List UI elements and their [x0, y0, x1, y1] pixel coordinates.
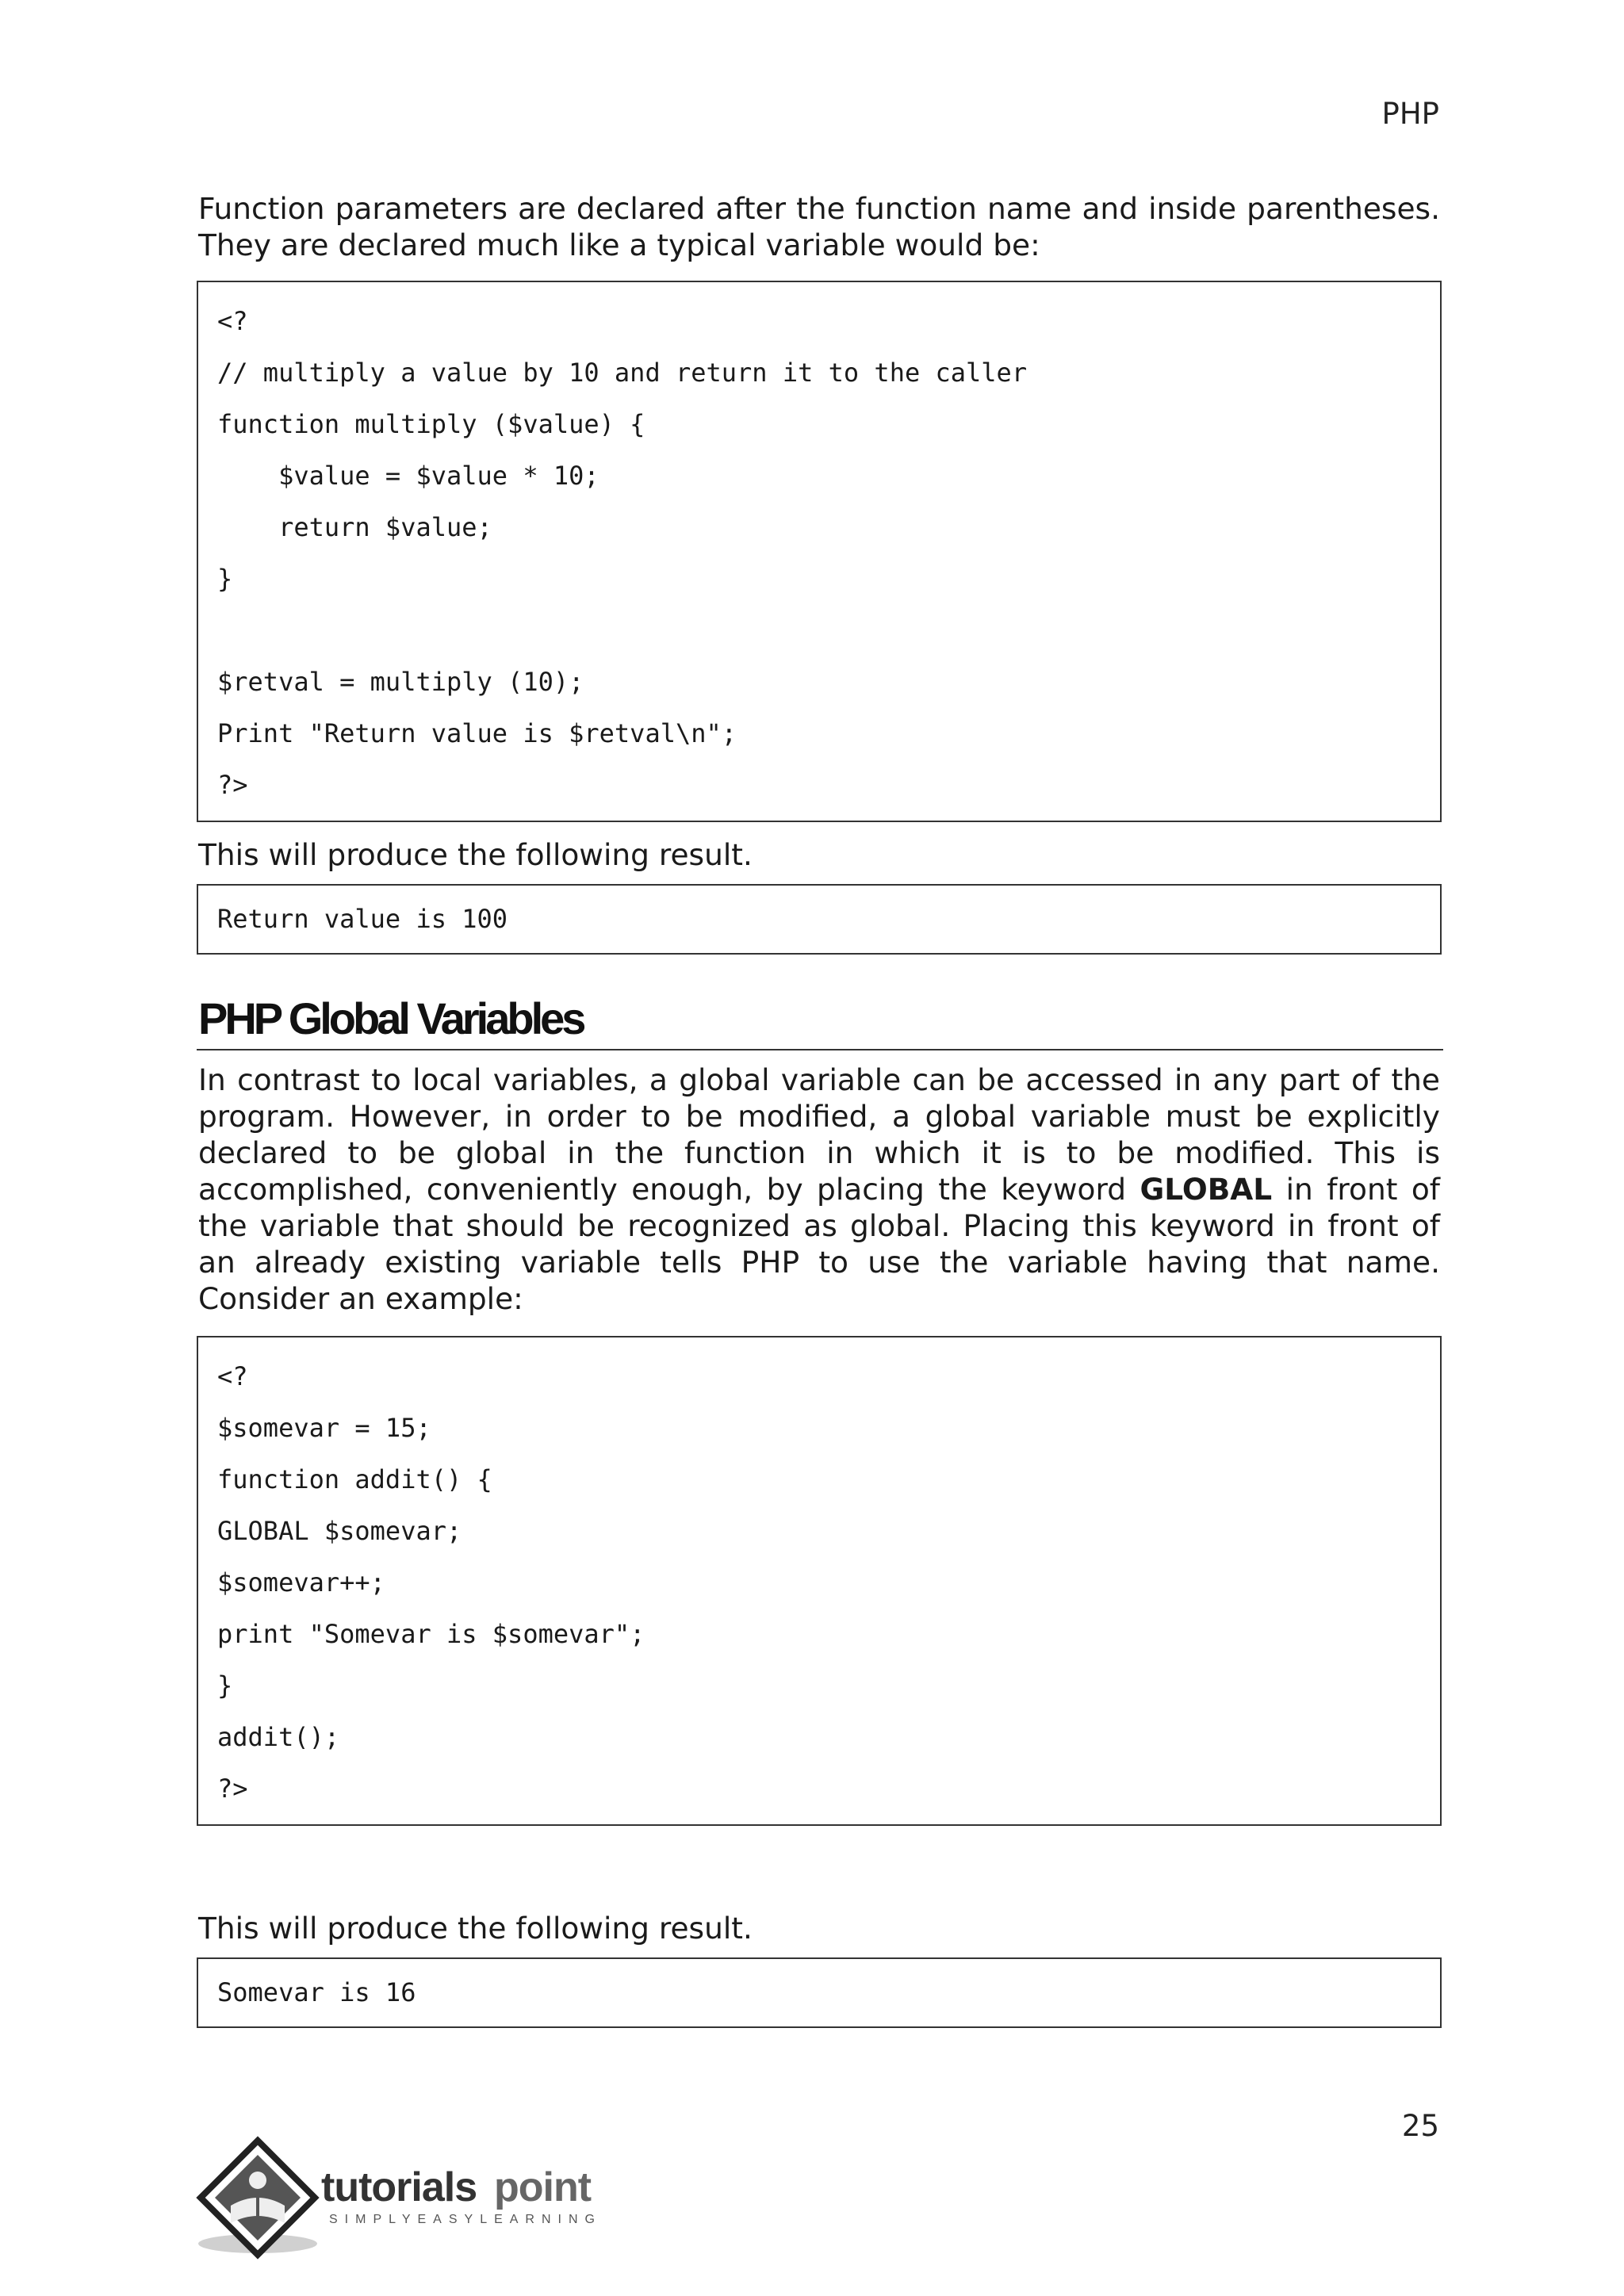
page-number: 25 — [1401, 2109, 1439, 2143]
paragraph-text: in front of the variable that should be recognized as global. Placing this keyword in front of an already existing variable tells PHP to use the variable having that name. Consider an example: — [198, 1172, 1440, 1316]
tutorialspoint-logo-mark — [194, 2134, 607, 2261]
page-content — [198, 190, 1440, 2028]
section-heading: PHP Global Variables — [197, 993, 1443, 1050]
code-line: ?> — [217, 1774, 248, 1804]
code-line: <? — [217, 306, 248, 336]
output-block-global: Somevar is 16 — [197, 1957, 1442, 2028]
code-line: print "Somevar is $somevar"; — [217, 1619, 645, 1649]
svg-text:point: point — [494, 2164, 592, 2210]
code-line: $somevar = 15; — [217, 1413, 431, 1443]
code-line: $retval = multiply (10); — [217, 667, 584, 697]
code-line: // multiply a value by 10 and return it to the caller — [217, 358, 1028, 388]
output-block-multiply: Return value is 100 — [197, 884, 1442, 955]
result-label: This will produce the following result. — [198, 837, 753, 872]
code-line: $value = $value * 10; — [217, 461, 599, 491]
paragraph-text: In contrast to local variables, a global variable can be accessed in any part of the program. However, in order to be modified, a global variable must be explicitly declared to be global in the function in which it is to be modified. This is accomplished, conveniently enough, by placing the keyword — [198, 1062, 1440, 1207]
code-line: } — [217, 1670, 233, 1701]
svg-text:tutorials: tutorials — [321, 2164, 477, 2210]
code-line: Print "Return value is $retval\n"; — [217, 718, 737, 748]
global-paragraph — [198, 1062, 1440, 1317]
code-line: GLOBAL $somevar; — [217, 1516, 462, 1546]
code-block-global — [197, 1336, 1442, 1826]
intro-paragraph: Function parameters are declared after the function name and inside parentheses. They are declared much like a typical variable would be: — [198, 191, 1440, 262]
code-line: <? — [217, 1361, 248, 1391]
code-line: } — [217, 564, 233, 594]
svg-text:SIMPLYEASYLEARNING: SIMPLYEASYLEARNING — [329, 2213, 602, 2226]
code-line: return $value; — [217, 512, 492, 542]
global-keyword: GLOBAL — [1139, 1172, 1273, 1207]
code-line: $somevar++; — [217, 1567, 385, 1598]
code-block-multiply — [197, 281, 1442, 822]
code-line: ?> — [217, 770, 248, 800]
result-label: This will produce the following result. — [198, 1911, 753, 1946]
running-header: PHP — [1381, 97, 1439, 131]
code-line: function multiply ($value) { — [217, 409, 645, 439]
code-line: addit(); — [217, 1722, 340, 1752]
tutorialspoint-logo — [194, 2134, 607, 2261]
code-line: function addit() { — [217, 1464, 492, 1494]
code-line — [217, 612, 1421, 664]
